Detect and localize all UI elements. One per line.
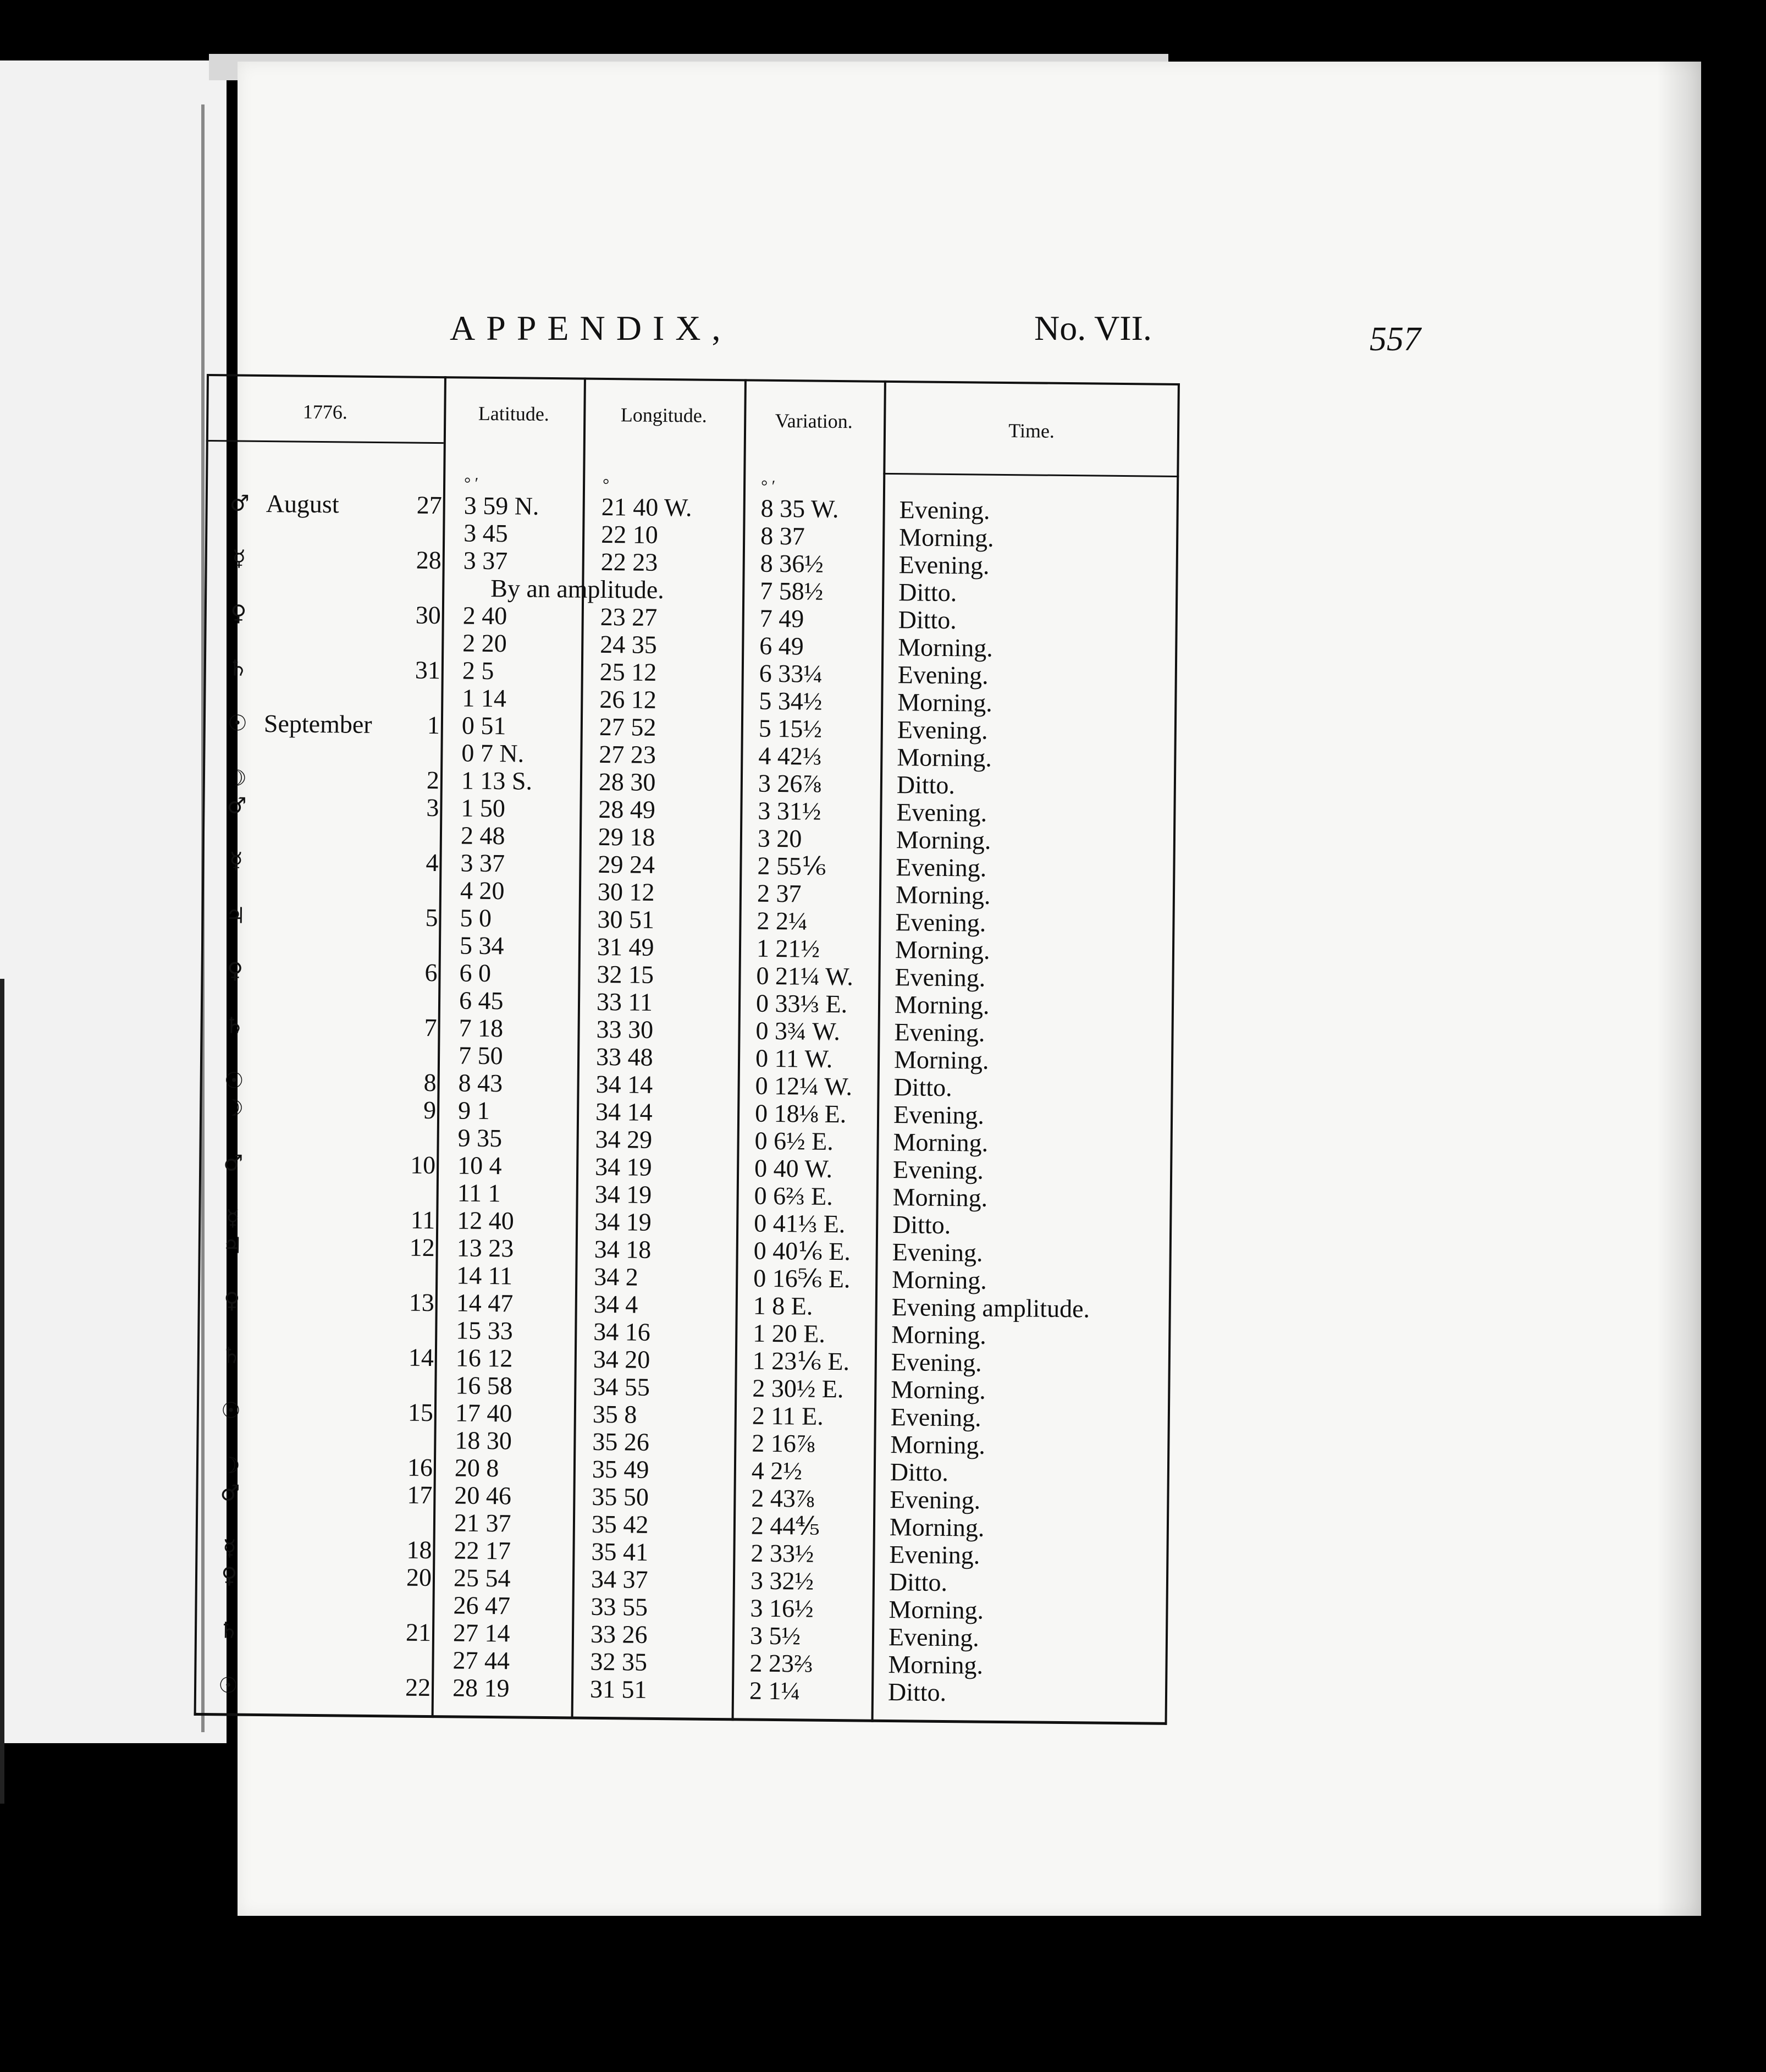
time-of-observation: Evening. [896, 853, 987, 882]
time-of-observation: Morning. [895, 935, 990, 965]
appendix-number: No. VII. [1034, 308, 1152, 348]
time-of-observation: Evening. [893, 1100, 985, 1129]
latitude-value: 27 44 [452, 1646, 510, 1675]
latitude-value: 20 46 [454, 1481, 512, 1510]
time-of-observation: Evening. [895, 963, 986, 992]
month-label: August [266, 489, 339, 519]
time-of-observation: Morning. [894, 990, 990, 1020]
time-of-observation: Evening. [889, 1540, 980, 1569]
time-of-observation: Ditto. [898, 578, 957, 607]
latitude-value: 2 40 [462, 601, 507, 630]
variation-value: 0 40 W. [754, 1154, 833, 1183]
variation-value: 3 32½ [750, 1566, 814, 1595]
longitude-degree-mark: ° [602, 475, 610, 494]
weekday-symbol-icon: ♀ [223, 1288, 240, 1314]
time-of-observation: Evening. [890, 1485, 981, 1514]
time-of-observation: Evening. [896, 798, 987, 827]
time-of-observation: Morning. [891, 1320, 987, 1349]
variation-value: 0 33⅓ E. [755, 989, 848, 1018]
weekday-symbol-icon: ☿ [229, 848, 244, 874]
time-of-observation: Morning. [888, 1650, 984, 1679]
longitude-value: 34 55 [593, 1372, 650, 1401]
variation-value: 2 23⅔ [749, 1649, 813, 1678]
variation-value: 2 44⅘ [750, 1511, 820, 1540]
time-of-observation: Morning. [897, 688, 993, 717]
weekday-symbol-icon: ☿ [232, 545, 246, 571]
variation-value: 3 26⅞ [758, 769, 822, 798]
latitude-value: 18 30 [455, 1426, 512, 1455]
longitude-value: 33 30 [596, 1015, 654, 1044]
longitude-value: 35 49 [592, 1454, 649, 1484]
day-number: 22 [405, 1673, 431, 1702]
variation-value: 0 11 W. [755, 1044, 833, 1073]
variation-value: 0 6½ E. [754, 1126, 834, 1156]
time-of-observation: Evening. [895, 908, 986, 937]
longitude-value: 27 23 [599, 740, 656, 769]
day-number: 6 [424, 958, 438, 987]
variation-value: 1 23⅙ E. [752, 1346, 850, 1376]
weekday-symbol-icon: ☉ [224, 1068, 244, 1094]
time-of-observation: Morning. [890, 1430, 986, 1459]
variation-value: 1 21½ [756, 934, 820, 963]
time-of-observation: Morning. [892, 1265, 987, 1294]
variation-value: 3 16½ [750, 1594, 814, 1623]
time-of-observation: Ditto. [893, 1073, 952, 1102]
time-of-observation: Evening amplitude. [891, 1293, 1090, 1323]
day-number: 31 [415, 655, 441, 685]
latitude-value: 3 45 [463, 519, 508, 548]
column-header-latitude: Latitude. [478, 402, 549, 425]
longitude-value: 31 49 [597, 932, 654, 961]
weekday-symbol-icon: ☉ [218, 1673, 239, 1699]
time-of-observation: Ditto. [888, 1568, 948, 1597]
variation-value: 8 35 W. [760, 494, 839, 523]
day-number: 7 [424, 1013, 437, 1042]
latitude-degree-mark: ° ′ [463, 474, 479, 493]
variation-value: 2 43⅞ [751, 1484, 815, 1513]
variation-value: 2 33½ [750, 1539, 814, 1568]
variation-value: 0 41⅓ E. [753, 1209, 846, 1238]
variation-value: 8 36½ [760, 549, 824, 578]
day-number: 8 [423, 1068, 437, 1097]
variation-value: 6 33¼ [759, 659, 823, 688]
day-number: 3 [426, 793, 439, 822]
latitude-value: 11 1 [457, 1178, 501, 1208]
weekday-symbol-icon: ♀ [221, 1563, 238, 1589]
time-of-observation: Evening. [888, 1623, 980, 1652]
variation-value: 1 20 E. [753, 1319, 826, 1348]
time-of-observation: Morning. [893, 1128, 989, 1157]
latitude-value: 20 8 [454, 1453, 499, 1483]
time-of-observation: Morning. [888, 1595, 984, 1624]
longitude-value: 34 19 [594, 1207, 652, 1236]
longitude-value: 21 40 W. [601, 492, 692, 522]
latitude-value: 13 23 [456, 1233, 514, 1263]
weekday-symbol-icon: ☉ [227, 710, 248, 736]
day-number: 20 [406, 1563, 432, 1592]
day-number: 12 [409, 1233, 435, 1262]
day-number: 2 [426, 765, 440, 795]
header-rule [883, 473, 1179, 477]
time-of-observation: Evening. [899, 495, 990, 525]
variation-value: 0 40⅙ E. [753, 1236, 851, 1266]
variation-value: 3 20 [757, 824, 802, 853]
latitude-value: 21 37 [454, 1508, 511, 1538]
weekday-symbol-icon: ☽ [224, 1095, 244, 1121]
latitude-value: 1 50 [461, 793, 506, 823]
day-number: 17 [407, 1480, 433, 1509]
latitude-value: 16 12 [455, 1343, 513, 1373]
variation-value: 2 1¼ [749, 1676, 801, 1705]
longitude-value: 33 26 [590, 1619, 648, 1649]
day-number: 4 [426, 848, 439, 877]
page-edge-mark [0, 979, 4, 1804]
column-header-time: Time. [1008, 420, 1055, 442]
weekday-symbol-icon: ♃ [225, 903, 246, 929]
latitude-value: 10 4 [457, 1151, 502, 1180]
latitude-value: 9 1 [457, 1096, 490, 1125]
variation-value: 0 12¼ W. [755, 1071, 853, 1101]
latitude-value: 7 50 [458, 1041, 503, 1070]
latitude-value: 3 37 [463, 546, 508, 575]
time-of-observation: Morning. [897, 743, 992, 772]
time-of-observation: Evening. [892, 1155, 984, 1184]
variation-value: 7 58½ [760, 576, 824, 605]
longitude-value: 35 50 [592, 1482, 649, 1511]
longitude-value: 30 51 [597, 905, 655, 934]
latitude-value: 12 40 [457, 1206, 514, 1235]
longitude-value: 34 18 [594, 1235, 652, 1264]
latitude-value: 2 20 [462, 629, 507, 658]
time-of-observation: Morning. [895, 880, 991, 910]
time-of-observation: Ditto. [892, 1210, 951, 1239]
variation-value: 0 3¾ W. [755, 1016, 841, 1046]
time-of-observation: Morning. [898, 523, 994, 552]
latitude-value: 22 17 [454, 1536, 511, 1565]
time-of-observation: Ditto. [890, 1458, 949, 1487]
variation-value: 4 42⅓ [758, 741, 822, 770]
longitude-value: 22 23 [600, 547, 658, 576]
day-number: 21 [405, 1618, 432, 1647]
latitude-value: 3 37 [460, 848, 505, 878]
longitude-value: 34 20 [593, 1344, 650, 1374]
weekday-symbol-icon: ♂ [229, 491, 250, 516]
latitude-value: 7 18 [459, 1013, 504, 1043]
variation-degree-mark: ° ′ [760, 477, 776, 495]
longitude-value: 29 24 [598, 850, 655, 879]
row-note: By an amplitude. [490, 574, 665, 604]
day-number: 13 [409, 1288, 435, 1317]
day-number: 30 [415, 600, 442, 630]
latitude-value: 3 59 N. [463, 491, 539, 520]
time-of-observation: Morning. [898, 633, 994, 662]
variation-value: 6 49 [759, 631, 804, 660]
weekday-symbol-icon: ☿ [223, 1535, 237, 1561]
day-number: 18 [406, 1535, 432, 1564]
longitude-value: 34 37 [590, 1564, 648, 1594]
weekday-symbol-icon: ♂ [227, 793, 247, 819]
time-of-observation: Evening. [894, 1018, 985, 1047]
longitude-value: 24 35 [600, 630, 658, 659]
weekday-symbol-icon: ♄ [228, 655, 249, 681]
weekday-symbol-icon: ♂ [220, 1480, 240, 1506]
time-of-observation: Evening. [892, 1238, 983, 1267]
latitude-value: 5 34 [459, 931, 504, 960]
longitude-value: 34 14 [595, 1070, 653, 1099]
weekday-symbol-icon: ♄ [224, 1013, 245, 1039]
variation-value: 5 34½ [759, 686, 823, 715]
latitude-value: 28 19 [452, 1673, 510, 1702]
day-number: 11 [410, 1205, 435, 1235]
longitude-value: 30 12 [597, 877, 655, 906]
day-number: 10 [410, 1150, 436, 1180]
latitude-value: 6 0 [459, 958, 492, 988]
variation-value: 4 2½ [751, 1456, 803, 1485]
longitude-value: 22 10 [600, 520, 658, 549]
variation-value: 2 16⅞ [752, 1429, 815, 1458]
variation-value: 0 16⅚ E. [753, 1264, 851, 1293]
longitude-value: 34 29 [595, 1125, 653, 1154]
latitude-value: 6 45 [459, 986, 504, 1015]
weekday-symbol-icon: ♃ [222, 1233, 242, 1259]
time-of-observation: Evening. [891, 1348, 982, 1377]
longitude-value: 33 48 [595, 1042, 653, 1071]
observations-table [194, 374, 1180, 1725]
day-number: 14 [408, 1343, 434, 1372]
longitude-value: 29 18 [598, 822, 655, 851]
latitude-value: 1 14 [462, 684, 507, 713]
time-of-observation: Evening. [890, 1403, 981, 1432]
latitude-value: 27 14 [452, 1618, 510, 1647]
weekday-symbol-icon: ♄ [221, 1343, 242, 1369]
longitude-value: 23 27 [600, 602, 658, 631]
variation-value: 2 30½ E. [752, 1374, 844, 1403]
longitude-value: 31 51 [589, 1674, 647, 1704]
time-of-observation: Evening. [897, 715, 988, 745]
latitude-value: 8 43 [458, 1068, 503, 1098]
variation-value: 3 31½ [758, 796, 821, 825]
time-of-observation: Evening. [898, 550, 990, 580]
latitude-value: 0 7 N. [461, 739, 525, 768]
time-of-observation: Morning. [889, 1513, 985, 1542]
longitude-value: 27 52 [599, 712, 656, 741]
weekday-symbol-icon: ♂ [223, 1150, 244, 1176]
longitude-value: 35 8 [592, 1399, 637, 1429]
variation-value: 7 49 [759, 604, 804, 633]
latitude-value: 2 48 [460, 821, 505, 850]
running-header [450, 308, 1421, 363]
variation-value: 2 55⅙ [757, 851, 826, 880]
variation-value: 2 2¼ [757, 906, 808, 935]
latitude-value: 2 5 [462, 656, 494, 685]
latitude-value: 14 47 [456, 1288, 514, 1318]
longitude-value: 32 35 [590, 1647, 648, 1676]
longitude-value: 35 41 [591, 1537, 649, 1566]
variation-value: 2 11 E. [752, 1401, 824, 1430]
longitude-value: 28 49 [598, 795, 656, 824]
latitude-value: 9 35 [457, 1123, 503, 1153]
weekday-symbol-icon: ♀ [227, 958, 244, 984]
month-label: September [263, 709, 372, 739]
appendix-title: APPENDIX, [450, 308, 732, 348]
longitude-value: 34 19 [594, 1152, 652, 1181]
variation-value: 2 37 [757, 879, 802, 908]
weekday-symbol-icon: ☿ [225, 1205, 240, 1231]
variation-value: 8 37 [760, 521, 805, 550]
latitude-value: 4 20 [460, 876, 505, 905]
longitude-value: 32 15 [597, 960, 654, 989]
longitude-value: 34 14 [595, 1097, 653, 1126]
day-number: 15 [407, 1398, 434, 1427]
latitude-value: 26 47 [453, 1591, 511, 1620]
time-of-observation: Morning. [893, 1045, 989, 1074]
latitude-value: 15 33 [456, 1316, 514, 1345]
weekday-symbol-icon: ☽ [220, 1453, 241, 1479]
day-number: 28 [416, 545, 442, 575]
longitude-value: 34 19 [594, 1180, 652, 1209]
longitude-value: 26 12 [599, 685, 657, 714]
latitude-value: 17 40 [455, 1398, 512, 1428]
weekday-symbol-icon: ♄ [218, 1618, 239, 1644]
longitude-value: 25 12 [599, 657, 657, 686]
longitude-value: 33 11 [596, 987, 653, 1016]
latitude-value: 0 51 [461, 711, 506, 740]
longitude-value: 28 30 [598, 767, 656, 796]
time-of-observation: Ditto. [887, 1678, 947, 1707]
variation-value: 1 8 E. [753, 1291, 813, 1320]
latitude-value: 25 54 [453, 1563, 511, 1592]
latitude-value: 16 58 [455, 1371, 513, 1400]
day-number: 5 [425, 903, 438, 932]
time-of-observation: Morning. [891, 1375, 986, 1404]
latitude-value: 5 0 [460, 903, 492, 933]
longitude-value: 35 42 [591, 1509, 649, 1539]
latitude-value: 14 11 [456, 1261, 513, 1290]
longitude-value: 34 4 [593, 1290, 638, 1319]
variation-value: 0 21¼ W. [756, 961, 854, 991]
column-header-year: 1776. [302, 400, 348, 423]
time-of-observation: Ditto. [896, 770, 956, 800]
time-of-observation: Ditto. [898, 605, 957, 635]
variation-value: 3 5½ [749, 1621, 801, 1650]
weekday-symbol-icon: ♀ [230, 600, 247, 626]
variation-value: 0 6⅔ E. [754, 1181, 834, 1210]
longitude-value: 35 26 [592, 1427, 650, 1456]
day-number: 1 [427, 710, 440, 740]
page-shadow [1657, 62, 1701, 1916]
weekday-symbol-icon: ☉ [220, 1398, 241, 1424]
time-of-observation: Morning. [896, 825, 991, 855]
longitude-value: 34 16 [593, 1317, 651, 1346]
longitude-value: 33 55 [590, 1592, 648, 1621]
facing-page [0, 60, 227, 1743]
weekday-symbol-icon: ☽ [227, 765, 247, 791]
variation-value: 5 15½ [758, 714, 823, 743]
latitude-value: 1 13 S. [461, 766, 533, 795]
column-header-variation: Variation. [775, 409, 853, 433]
page-number: 557 [1370, 321, 1421, 358]
day-number: 27 [416, 491, 442, 520]
variation-value: 0 18⅛ E. [754, 1099, 847, 1128]
column-header-longitude: Longitude. [620, 404, 707, 427]
time-of-observation: Evening. [897, 660, 989, 690]
longitude-value: 34 2 [594, 1262, 639, 1291]
day-number: 9 [423, 1095, 437, 1125]
header-rule [206, 440, 444, 444]
day-number: 16 [407, 1453, 433, 1482]
time-of-observation: Morning. [892, 1183, 988, 1212]
